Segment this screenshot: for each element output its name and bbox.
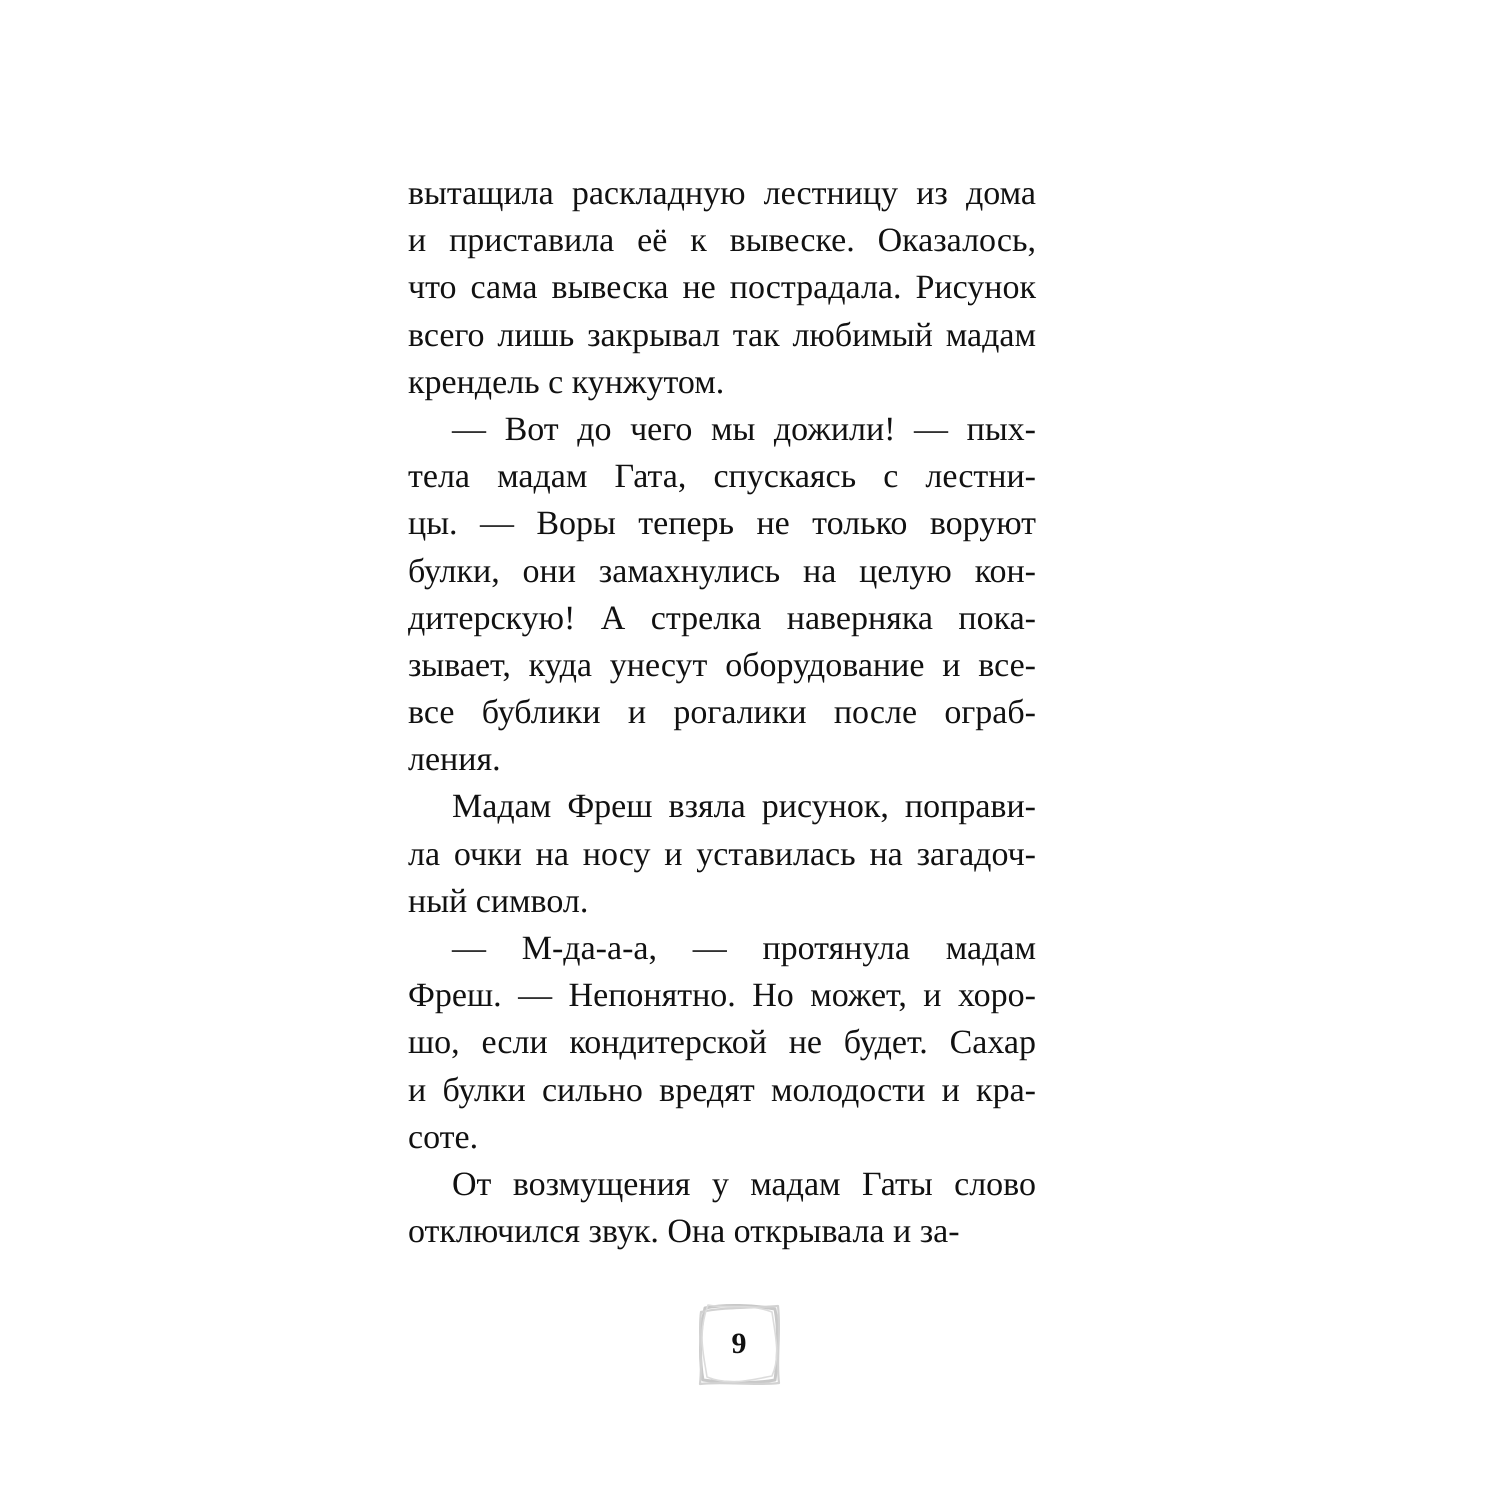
text-line: крендель с кунжутом. [408, 363, 725, 401]
text-line: ления. [408, 741, 501, 779]
paragraph [408, 1161, 1036, 1255]
text-line: дитерскую! А стрелка наверняка пока- [408, 599, 1036, 637]
text-line: что сама вывеска не пострадала. Рисунок [408, 269, 1036, 307]
text-line: тела мадам Гата, спускаясь с лестни- [408, 458, 1036, 496]
text-line: цы. — Воры теперь не только воруют [408, 505, 1036, 543]
text-line: шо, если кондитерской не будет. Сахар [408, 1024, 1036, 1062]
paragraph [408, 925, 1036, 1161]
text-line: всего лишь закрывал так любимый мадам [408, 316, 1036, 354]
text-line: отключился звук. Она открывала и за- [408, 1213, 960, 1251]
text-line: булки, они замахнулись на целую кон- [408, 552, 1036, 590]
text-line: От возмущения у мадам Гаты слово [452, 1165, 1036, 1203]
paragraph [408, 783, 1036, 925]
text-line: зывает, куда унесут оборудование и все- [408, 646, 1036, 684]
text-line: Фреш. — Непонятно. Но может, и хоро- [408, 977, 1036, 1015]
text-line: и приставила её к вывеске. Оказалось, [408, 222, 1036, 260]
text-line: все бублики и рогалики после ограб- [408, 694, 1036, 732]
text-line: ный символ. [408, 882, 589, 920]
paragraph [408, 170, 1036, 406]
paragraph [408, 406, 1036, 784]
text-line: — Вот до чего мы дожили! — пых- [452, 410, 1036, 448]
page-text-block [408, 170, 1036, 1255]
text-line: вытащила раскладную лестницу из дома [408, 175, 1036, 212]
text-line: и булки сильно вредят молодости и кра- [408, 1071, 1036, 1109]
text-line: — М-да-а-а, — протянула мадам [452, 930, 1036, 967]
page-number-frame [695, 1300, 783, 1388]
text-line: соте. [408, 1118, 479, 1156]
page-number: 9 [731, 1327, 747, 1360]
text-line: ла очки на носу и уставилась на загадоч- [408, 835, 1036, 873]
text-line: Мадам Фреш взяла рисунок, поправи- [452, 788, 1036, 826]
